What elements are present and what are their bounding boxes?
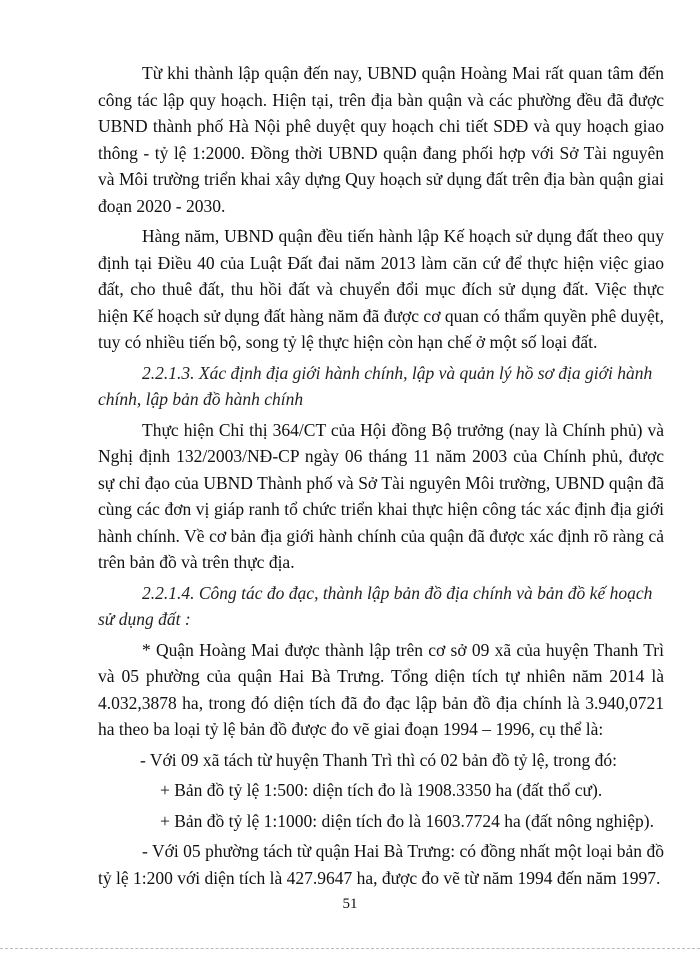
section-heading-2-2-1-3: 2.2.1.3. Xác định địa giới hành chính, lập và quản lý hồ sơ địa giới hành chính, lập bản đồ hành chính — [98, 362, 653, 409]
paragraph-hoang-mai-survey: * Quận Hoàng Mai được thành lập trên cơ sở 09 xã của huyện Thanh Trì và 05 phường của quận Hai Bà Trưng. Tổng diện tích tự nhiên năm 2014 là 4.032,3878 ha, trong đó diện tích đã đo đạc lập bản đồ địa chính là 3.940,0721 ha theo ba loại tỷ lệ bản đồ được đo vẽ giai đoạn 1994 – 1996, cụ thể là: — [98, 639, 664, 739]
list-subitem-scale-1-1000: + Bản đồ tỷ lệ 1:1000: diện tích đo là 1603.7724 ha (đất nông nghiệp). — [160, 810, 654, 831]
list-item-hai-ba-trung-wards: - Với 05 phường tách từ quận Hai Bà Trưng: có đồng nhất một loại bản đồ tỷ lệ 1:200 với diện tích là 427.9647 ha, được đo vẽ từ năm 1994 đến năm 1997. — [98, 841, 664, 888]
page-number: 51 — [342, 896, 358, 912]
paragraph-administrative-boundary: Thực hiện Chỉ thị 364/CT của Hội đồng Bộ trưởng (nay là Chính phủ) và Nghị định 132/2003/NĐ-CP ngày 06 tháng 11 năm 2003 của Chính phủ, được sự chỉ đạo của UBND Thành phố và Sở Tài nguyên Môi trường, UBND quận đã cùng các đơn vị giáp ranh tổ chức triển khai thực hiện công tác xác định địa giới hành chính. Về cơ bản địa giới hành chính của quận đã được xác định rõ ràng cả trên bản đồ và trên thực địa. — [98, 419, 664, 572]
paragraph-land-planning: Từ khi thành lập quận đến nay, UBND quận Hoàng Mai rất quan tâm đến công tác lập quy hoạch. Hiện tại, trên địa bàn quận và các phường đều đã được UBND thành phố Hà Nội phê duyệt quy hoạch chi tiết SDĐ và quy hoạch giao thông - tỷ lệ 1:2000. Đồng thời UBND quận đang phối hợp với Sở Tài nguyên và Môi trường triển khai xây dựng Quy hoạch sử dụng đất trên địa bàn quận giai đoạn 2020 - 2030. — [98, 63, 664, 216]
list-subitem-scale-1-500: + Bản đồ tỷ lệ 1:500: diện tích đo là 1908.3350 ha (đất thổ cư). — [160, 780, 603, 800]
document-body — [98, 60, 664, 895]
list-item-thanh-tri-communes: - Với 09 xã tách từ huyện Thanh Trì thì có 02 bản đồ tỷ lệ, trong đó: — [140, 749, 617, 770]
paragraph-annual-land-use-plan: Hàng năm, UBND quận đều tiến hành lập Kế hoạch sử dụng đất theo quy định tại Điều 40 của Luật Đất đai năm 2013 làm căn cứ để thực hiện việc giao đất, cho thuê đất, thu hồi đất và chuyển đổi mục đích sử dụng đất. Việc thực hiện Kế hoạch sử dụng đất hàng năm đã được cơ quan có thẩm quyền phê duyệt, tuy có nhiều tiến bộ, song tỷ lệ thực hiện còn hạn chế ở một số loại đất. — [98, 226, 664, 352]
section-heading-2-2-1-4: 2.2.1.4. Công tác đo đạc, thành lập bản đồ địa chính và bản đồ kế hoạch sử dụng đất : — [98, 582, 653, 629]
page-bottom-divider — [0, 948, 700, 949]
